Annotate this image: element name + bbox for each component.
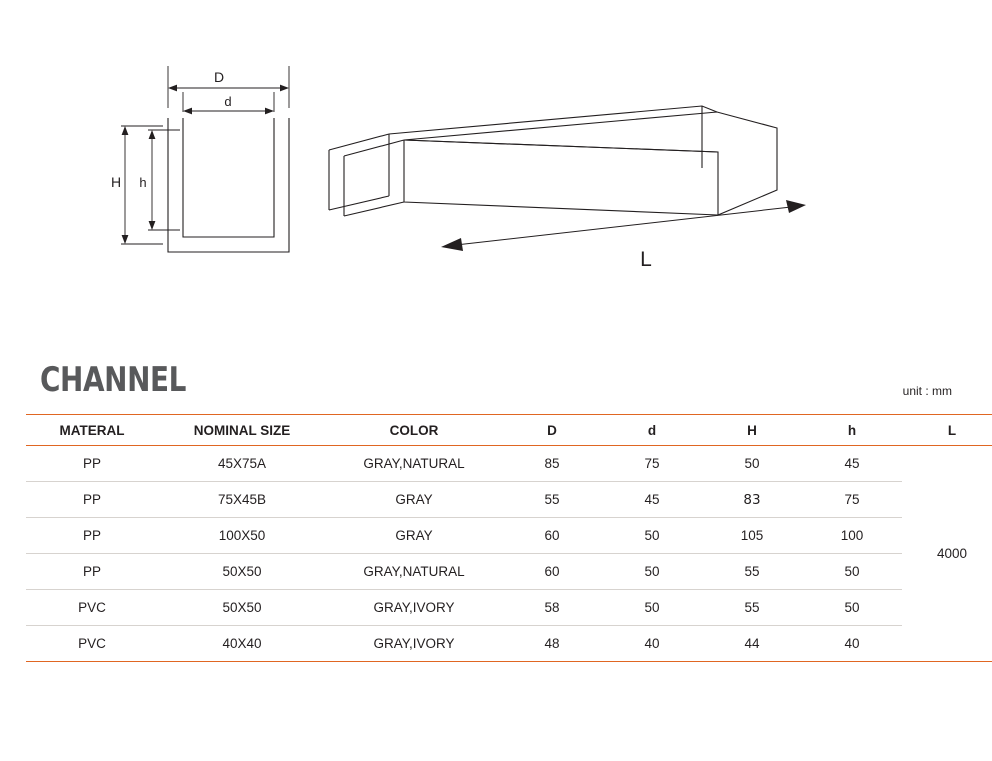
- cell-d-inner: 40: [602, 626, 702, 662]
- header-length: L: [902, 415, 992, 446]
- header-material: MATERAL: [26, 415, 158, 446]
- cell-d-outer: 60: [502, 554, 602, 590]
- label-h: h: [139, 175, 147, 190]
- cell-material: PP: [26, 554, 158, 590]
- cell-d-outer: 48: [502, 626, 602, 662]
- cell-nominal: 50X50: [158, 554, 326, 590]
- spec-table: [26, 414, 992, 662]
- cell-color: GRAY: [326, 518, 502, 554]
- table-row: [26, 482, 992, 518]
- cell-material: PVC: [26, 626, 158, 662]
- cell-h-outer: 50: [702, 446, 802, 482]
- cell-material: PP: [26, 482, 158, 518]
- cell-color: GRAY,NATURAL: [326, 446, 502, 482]
- cell-d-inner: 50: [602, 590, 702, 626]
- cell-d-outer: 85: [502, 446, 602, 482]
- cell-h-inner: 40: [802, 626, 902, 662]
- header-h-outer: H: [702, 415, 802, 446]
- spec-table-wrapper: [26, 414, 966, 662]
- cell-d-inner: 50: [602, 554, 702, 590]
- cell-d-inner: 50: [602, 518, 702, 554]
- unit-note: unit : mm: [902, 384, 952, 398]
- cell-material: PP: [26, 446, 158, 482]
- cell-h-inner: 50: [802, 554, 902, 590]
- cell-nominal: 75X45B: [158, 482, 326, 518]
- table-row: [26, 518, 992, 554]
- table-row: [26, 446, 992, 482]
- cell-nominal: 100X50: [158, 518, 326, 554]
- cell-nominal: 45X75A: [158, 446, 326, 482]
- cell-nominal: 40X40: [158, 626, 326, 662]
- table-row: [26, 554, 992, 590]
- header-d-outer: D: [502, 415, 602, 446]
- cell-length: 4000: [902, 446, 992, 662]
- cell-h-inner: 100: [802, 518, 902, 554]
- cell-h-outer: 55: [702, 554, 802, 590]
- cell-h-outer: 44: [702, 626, 802, 662]
- dimension-h: [148, 130, 180, 230]
- cell-h-inner: 45: [802, 446, 902, 482]
- isometric-channel: [329, 106, 777, 216]
- header-h-inner: h: [802, 415, 902, 446]
- cell-d-outer: 58: [502, 590, 602, 626]
- cell-material: PP: [26, 518, 158, 554]
- cell-h-outer: 55: [702, 590, 802, 626]
- cell-color: GRAY,IVORY: [326, 590, 502, 626]
- cell-d-outer: 60: [502, 518, 602, 554]
- page-title: CHANNEL: [40, 360, 186, 400]
- cell-h-inner: 75: [802, 482, 902, 518]
- table-header-row: [26, 415, 992, 446]
- cross-section-outline: [168, 118, 289, 252]
- cell-h-outer: 105: [702, 518, 802, 554]
- cell-color: GRAY,IVORY: [326, 626, 502, 662]
- product-drawing: [0, 0, 992, 330]
- table-row: [26, 626, 992, 662]
- cell-color: GRAY,NATURAL: [326, 554, 502, 590]
- cell-d-inner: 75: [602, 446, 702, 482]
- header-d-inner: d: [602, 415, 702, 446]
- header-nominal-size: NOMINAL SIZE: [158, 415, 326, 446]
- cell-h-inner: 50: [802, 590, 902, 626]
- table-row: [26, 590, 992, 626]
- channel-drawing-svg: [0, 0, 992, 330]
- cell-material: PVC: [26, 590, 158, 626]
- header-color: COLOR: [326, 415, 502, 446]
- label-D: D: [213, 69, 225, 85]
- dimension-L: [441, 200, 806, 251]
- title-block: [40, 360, 952, 400]
- cell-color: GRAY: [326, 482, 502, 518]
- label-H: H: [110, 174, 122, 190]
- label-L: L: [640, 248, 652, 271]
- cell-nominal: 50X50: [158, 590, 326, 626]
- label-d: d: [224, 94, 232, 109]
- cell-d-inner: 45: [602, 482, 702, 518]
- cell-d-outer: 55: [502, 482, 602, 518]
- cell-h-outer: 83: [702, 482, 802, 518]
